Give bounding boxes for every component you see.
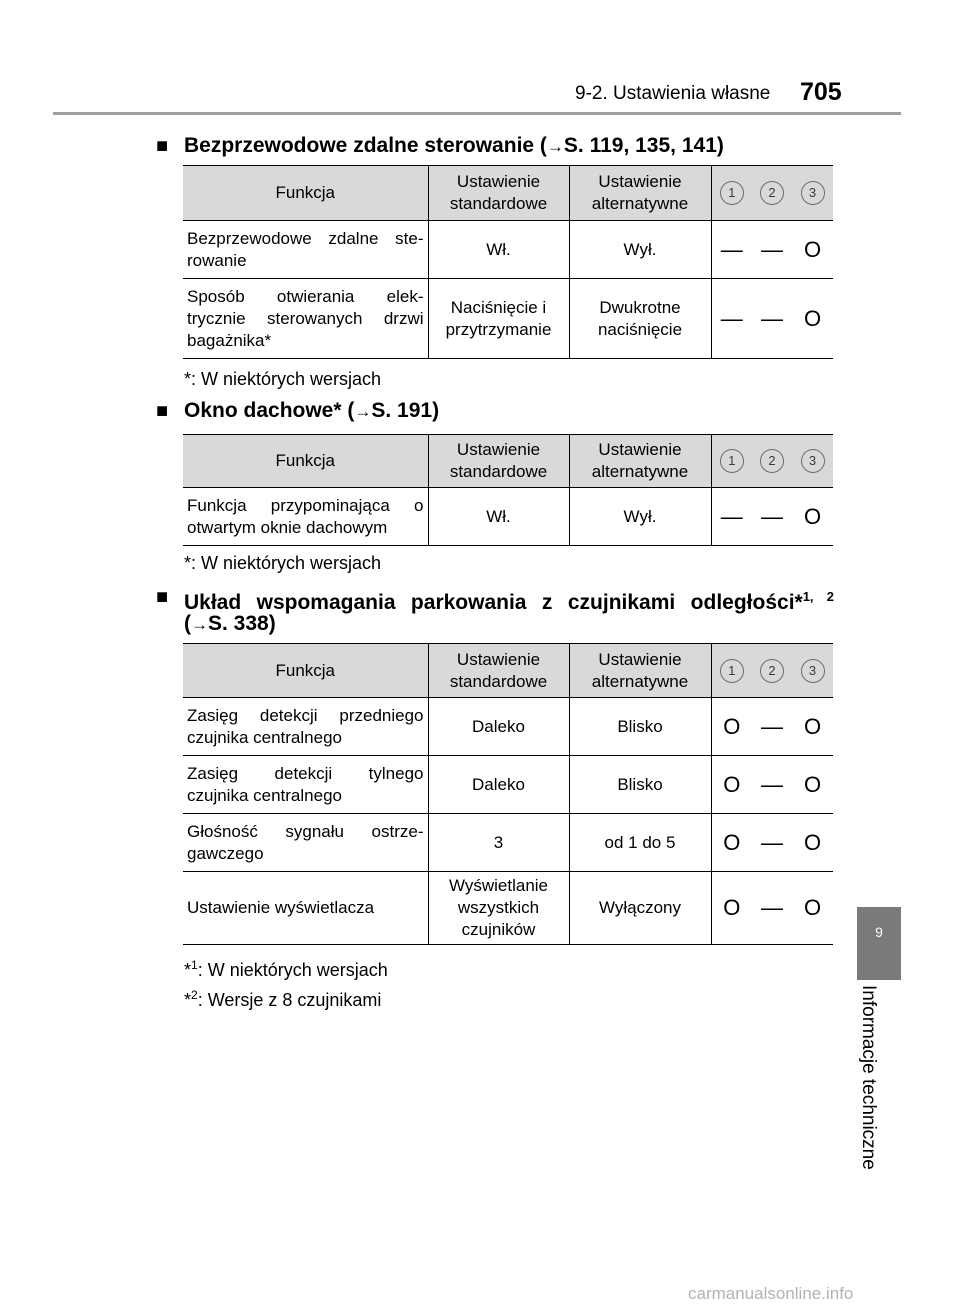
settings-table-sunroof bbox=[183, 434, 833, 546]
col-header-funkcja: Funkcja bbox=[183, 435, 428, 488]
arrow-right-icon: → bbox=[354, 402, 372, 421]
cell-mark-1: O bbox=[711, 756, 752, 814]
cell-standard: Wyświetlanie wszystkich czujników bbox=[428, 872, 569, 945]
section-title-text: Okno dachowe* ( bbox=[184, 399, 355, 422]
col-header-standard: Ustawienie standardowe bbox=[428, 644, 569, 698]
square-bullet-icon: ■ bbox=[156, 586, 169, 608]
section-title-parking-sensors bbox=[156, 584, 834, 616]
footnote: *: W niektórych wersjach bbox=[184, 553, 382, 573]
col-header-3 bbox=[792, 435, 833, 488]
cell-mark-3: O bbox=[792, 488, 833, 546]
cell-alternative: Wyłączony bbox=[569, 872, 711, 945]
cell-mark-3: O bbox=[792, 872, 833, 945]
section-reference-line bbox=[184, 611, 276, 638]
chapter-tab-label: Informacje techniczne bbox=[858, 985, 879, 1170]
cell-standard: Naciśnięcie i przytrzymanie bbox=[428, 279, 569, 359]
cell-mark-2: — bbox=[752, 872, 792, 945]
circled-number-icon: 2 bbox=[760, 659, 784, 683]
cell-standard: Daleko bbox=[428, 698, 569, 756]
section-title-text: Bezprzewodowe zdalne sterowanie ( bbox=[184, 134, 547, 157]
cell-funkcja: Funkcja przypominająca o otwartym oknie dachowym bbox=[183, 488, 428, 546]
cell-standard: 3 bbox=[428, 814, 569, 872]
footnote-reference: 1, 2 bbox=[802, 589, 834, 604]
footnote-text: : W niektórych wersjach bbox=[197, 960, 388, 980]
circled-number-icon: 2 bbox=[760, 181, 784, 205]
page-reference: S. 338) bbox=[208, 612, 276, 635]
cell-mark-2: — bbox=[752, 814, 792, 872]
col-header-alternative: Ustawienie alternatywne bbox=[569, 435, 711, 488]
cell-mark-1: — bbox=[711, 488, 752, 546]
page-header bbox=[0, 0, 960, 120]
col-header-funkcja: Funkcja bbox=[183, 166, 428, 221]
cell-funkcja: Zasięg detekcji przedniego czujnika centralnego bbox=[183, 698, 428, 756]
table-header-row bbox=[183, 435, 833, 488]
cell-mark-2: — bbox=[752, 488, 792, 546]
cell-mark-2: — bbox=[752, 756, 792, 814]
cell-mark-1: O bbox=[711, 872, 752, 945]
header-section-title: 9-2. Ustawienia własne bbox=[575, 83, 771, 104]
settings-table-parking-sensors bbox=[183, 643, 833, 945]
square-bullet-icon: ■ bbox=[156, 135, 169, 157]
col-header-2 bbox=[752, 435, 792, 488]
chapter-tab-number: 9 bbox=[857, 907, 901, 980]
col-header-standard: Ustawienie standardowe bbox=[428, 435, 569, 488]
col-header-2 bbox=[752, 166, 792, 221]
cell-mark-3: O bbox=[792, 221, 833, 279]
arrow-right-icon: → bbox=[191, 615, 208, 634]
cell-funkcja: Głośność sygnału ostrze- gawczego bbox=[183, 814, 428, 872]
cell-alternative: Blisko bbox=[569, 698, 711, 756]
cell-funkcja: Bezprzewodowe zdalne ste- rowanie bbox=[183, 221, 428, 279]
arrow-right-icon: → bbox=[546, 137, 564, 156]
section-title-text: Układ wspomagania parkowania z czujnikami odległości* bbox=[184, 591, 803, 614]
circled-number-icon: 1 bbox=[720, 449, 744, 473]
table-row bbox=[183, 279, 833, 359]
circled-number-icon: 3 bbox=[801, 659, 825, 683]
cell-alternative: Dwukrotne naciśnięcie bbox=[569, 279, 711, 359]
ref-open-paren: ( bbox=[184, 612, 191, 635]
col-header-funkcja: Funkcja bbox=[183, 644, 428, 698]
footnote: *: W niektórych wersjach bbox=[184, 369, 382, 389]
cell-alternative: Wył. bbox=[569, 221, 711, 279]
cell-mark-1: — bbox=[711, 221, 752, 279]
cell-mark-1: O bbox=[711, 698, 752, 756]
col-header-1 bbox=[711, 435, 752, 488]
footnote-text: : Wersje z 8 czujnikami bbox=[197, 990, 382, 1010]
table-row bbox=[183, 488, 833, 546]
cell-standard: Wł. bbox=[428, 221, 569, 279]
cell-funkcja: Ustawienie wyświetlacza bbox=[183, 872, 428, 945]
table-row bbox=[183, 756, 833, 814]
page-reference: S. 191) bbox=[371, 399, 440, 422]
col-header-3 bbox=[792, 166, 833, 221]
cell-standard: Daleko bbox=[428, 756, 569, 814]
cell-mark-2: — bbox=[752, 221, 792, 279]
footnote-2 bbox=[184, 984, 381, 1011]
cell-mark-2: — bbox=[752, 279, 792, 359]
cell-mark-3: O bbox=[792, 814, 833, 872]
table-row bbox=[183, 698, 833, 756]
section-title-remote-control bbox=[156, 133, 724, 160]
table-row bbox=[183, 814, 833, 872]
col-header-3 bbox=[792, 644, 833, 698]
chapter-tab bbox=[857, 985, 901, 1285]
cell-alternative: Blisko bbox=[569, 756, 711, 814]
square-bullet-icon: ■ bbox=[156, 400, 169, 422]
footnote-number: 2 bbox=[191, 988, 198, 1002]
table-row bbox=[183, 221, 833, 279]
table-header-row bbox=[183, 644, 833, 698]
cell-mark-3: O bbox=[792, 756, 833, 814]
circled-number-icon: 1 bbox=[720, 659, 744, 683]
page-number: 705 bbox=[800, 78, 842, 106]
cell-mark-3: O bbox=[792, 279, 833, 359]
watermark: carmanualsonline.info bbox=[688, 1284, 854, 1303]
col-header-1 bbox=[711, 644, 752, 698]
footnote-star: * bbox=[184, 960, 192, 980]
col-header-alternative: Ustawienie alternatywne bbox=[569, 166, 711, 221]
table-header-row bbox=[183, 166, 833, 221]
settings-table-remote-control bbox=[183, 165, 833, 359]
footnote-star: * bbox=[184, 990, 192, 1010]
cell-mark-1: O bbox=[711, 814, 752, 872]
cell-funkcja: Zasięg detekcji tylnego czujnika centralnego bbox=[183, 756, 428, 814]
section-title-sunroof bbox=[156, 398, 440, 425]
footnote-number: 1 bbox=[191, 958, 198, 972]
cell-standard: Wł. bbox=[428, 488, 569, 546]
col-header-2 bbox=[752, 644, 792, 698]
circled-number-icon: 1 bbox=[720, 181, 744, 205]
footnote-1 bbox=[184, 954, 388, 981]
cell-mark-2: — bbox=[752, 698, 792, 756]
page-reference: S. 119, 135, 141) bbox=[563, 134, 724, 157]
col-header-alternative: Ustawienie alternatywne bbox=[569, 644, 711, 698]
table-row bbox=[183, 872, 833, 945]
col-header-standard: Ustawienie standardowe bbox=[428, 166, 569, 221]
circled-number-icon: 3 bbox=[801, 449, 825, 473]
cell-funkcja: Sposób otwierania elek- trycznie sterowanych drzwi bagażnika* bbox=[183, 279, 428, 359]
cell-mark-3: O bbox=[792, 698, 833, 756]
header-divider bbox=[53, 112, 901, 115]
circled-number-icon: 2 bbox=[760, 449, 784, 473]
col-header-1 bbox=[711, 166, 752, 221]
cell-alternative: Wył. bbox=[569, 488, 711, 546]
cell-alternative: od 1 do 5 bbox=[569, 814, 711, 872]
circled-number-icon: 3 bbox=[801, 181, 825, 205]
cell-mark-1: — bbox=[711, 279, 752, 359]
